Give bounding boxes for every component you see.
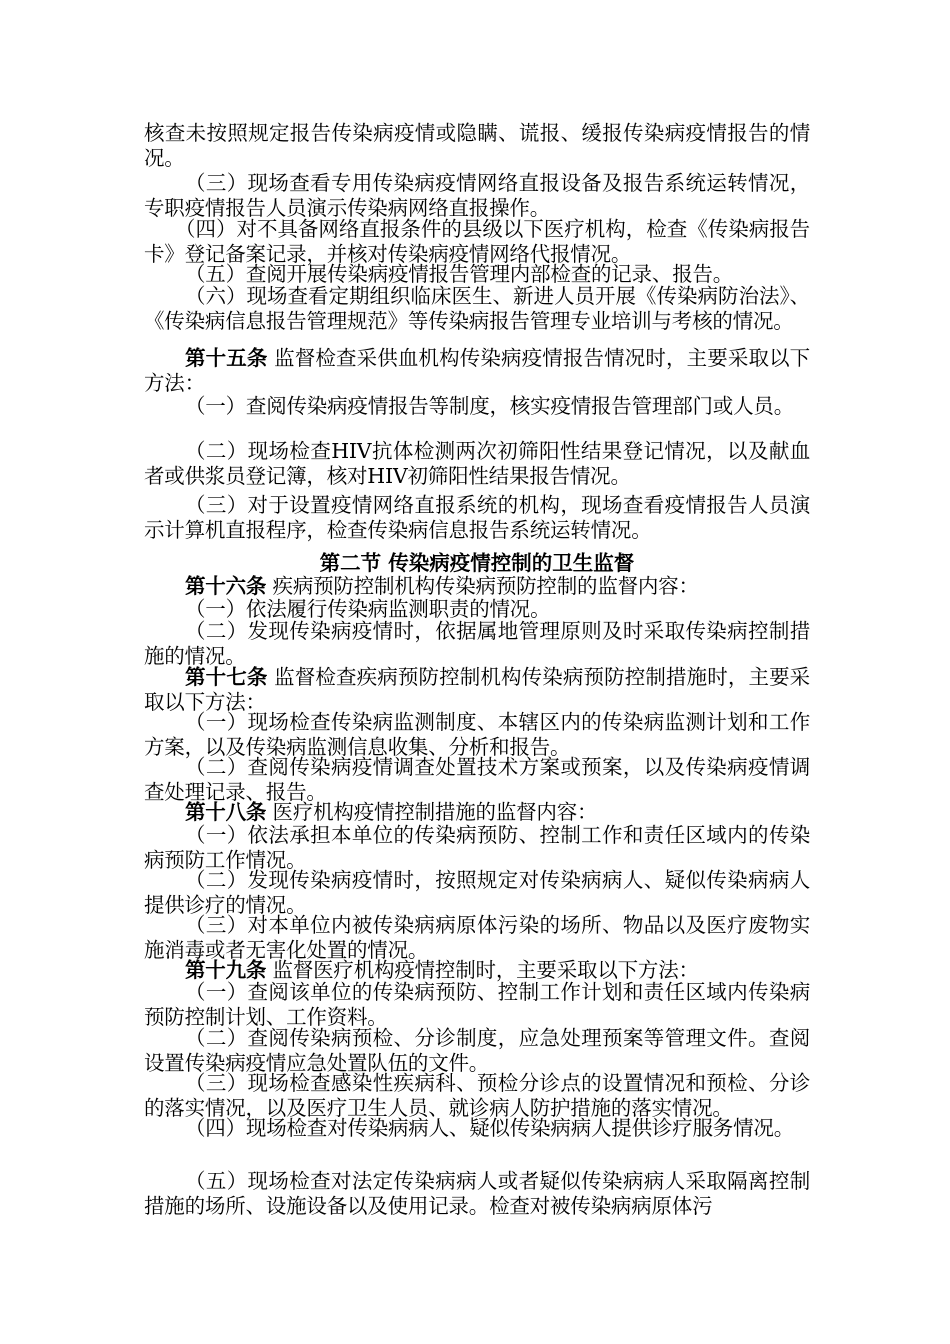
paragraph-text: （六）现场查看定期组织临床医生、新进人员开展《传染病防治法》、《传染病信息报告管理规范》等传染病报告管理专业培训与考核的情况。: [144, 284, 810, 333]
paragraph-text: （一）现场检查传染病监测制度、本辖区内的传染病监测计划和工作方案，以及传染病监测信息收集、分析和报告。: [144, 710, 810, 759]
paragraph: [144, 217, 810, 267]
paragraph: [144, 823, 810, 873]
paragraph-text: （二）发现传染病疫情时，依据属地管理原则及时采取传染病控制措施的情况。: [144, 619, 810, 668]
paragraph: [144, 1169, 810, 1219]
paragraph-text: 监督检查采供血机构传染病疫情报告情况时，主要采取以下方法：: [144, 346, 810, 395]
paragraph-text: （三）对于设置疫情网络直报系统的机构，现场查看疫情报告人员演示计算机直报程序，检查传染病信息报告系统运转情况。: [144, 493, 810, 542]
paragraph: [144, 493, 810, 543]
article-heading: 第十八条: [185, 800, 267, 824]
paragraph-text: 监督医疗机构疫情控制时，主要采取以下方法：: [272, 958, 699, 982]
paragraph: [144, 121, 810, 171]
paragraph: [144, 171, 810, 221]
paragraph-text: （三）现场检查感染性疾病科、预检分诊点的设置情况和预检、分诊的落实情况，以及医疗卫生人员、就诊病人防护措施的落实情况。: [144, 1071, 810, 1120]
paragraph: [144, 980, 810, 1030]
paragraph-text: 医疗机构疫情控制措施的监督内容：: [272, 800, 598, 824]
article-heading: 第十七条: [185, 665, 268, 689]
article-paragraph: [144, 800, 810, 825]
paragraph-text: （五）查阅开展传染病疫情报告管理内部检查的记录、报告。: [185, 262, 734, 286]
paragraph-text: （一）依法履行传染病监测职责的情况。: [185, 597, 551, 621]
paragraph-text: （五）现场检查对法定传染病病人或者疑似传染病病人采取隔离控制措施的场所、设施设备以及使用记录。检查对被传染病病原体污: [144, 1169, 810, 1218]
paragraph: [144, 1026, 810, 1076]
paragraph-text: （二）查阅传染病疫情调查处置技术方案或预案，以及传染病疫情调查处理记录、报告。: [144, 755, 810, 804]
paragraph: [144, 710, 810, 760]
paragraph: [144, 868, 810, 918]
paragraph-text: （二）查阅传染病预检、分诊制度，应急处理预案等管理文件。查阅设置传染病疫情应急处置队伍的文件。: [144, 1026, 810, 1075]
article-paragraph: [144, 346, 810, 396]
paragraph: [144, 1071, 810, 1121]
paragraph-text: （一）依法承担本单位的传染病预防、控制工作和责任区域内的传染病预防工作情况。: [144, 823, 810, 872]
paragraph-text: （二）发现传染病疫情时，按照规定对传染病病人、疑似传染病病人提供诊疗的情况。: [144, 868, 810, 917]
article-heading: 第十九条: [185, 958, 267, 982]
paragraph: [144, 619, 810, 669]
paragraph-text: 疾病预防控制机构传染病预防控制的监督内容：: [272, 574, 699, 598]
paragraph-text: （四）对不具备网络直报条件的县级以下医疗机构，检查《传染病报告卡》登记备案记录，并核对传染病疫情网络代报情况。: [144, 217, 810, 266]
paragraph-text: （一）查阅传染病疫情报告等制度，核实疫情报告管理部门或人员。: [185, 394, 794, 418]
article-paragraph: [144, 574, 810, 599]
article-paragraph: [144, 665, 810, 715]
article-heading: 第十五条: [185, 346, 268, 370]
article-heading: 第十六条: [185, 574, 267, 598]
paragraph-text: （一）查阅该单位的传染病预防、控制工作计划和责任区域内传染病预防控制计划、工作资料。: [144, 980, 810, 1029]
paragraph: [144, 284, 810, 334]
section-title: 第二节 传染病疫情控制的卫生监督: [319, 551, 635, 575]
paragraph-text: （二）现场检查HIV抗体检测两次初筛阳性结果登记情况，以及献血者或供浆员登记簿，核对HIV初筛阳性结果报告情况。: [144, 439, 810, 488]
paragraph-text: 监督检查疾病预防控制机构传染病预防控制措施时，主要采取以下方法：: [144, 665, 810, 714]
paragraph: [144, 913, 810, 963]
paragraph-text: （四）现场检查对传染病病人、疑似传染病病人提供诊疗服务情况。: [185, 1116, 794, 1140]
paragraph: [144, 394, 810, 419]
paragraph-text: 核查未按照规定报告传染病疫情或隐瞒、谎报、缓报传染病疫情报告的情况。: [144, 121, 810, 170]
paragraph: [144, 439, 810, 489]
paragraph: [144, 755, 810, 805]
paragraph-text: （三）对本单位内被传染病病原体污染的场所、物品以及医疗废物实施消毒或者无害化处置的情况。: [144, 913, 810, 962]
paragraph: [144, 1116, 810, 1141]
paragraph-text: （三）现场查看专用传染病疫情网络直报设备及报告系统运转情况，专职疫情报告人员演示传染病网络直报操作。: [144, 171, 810, 220]
